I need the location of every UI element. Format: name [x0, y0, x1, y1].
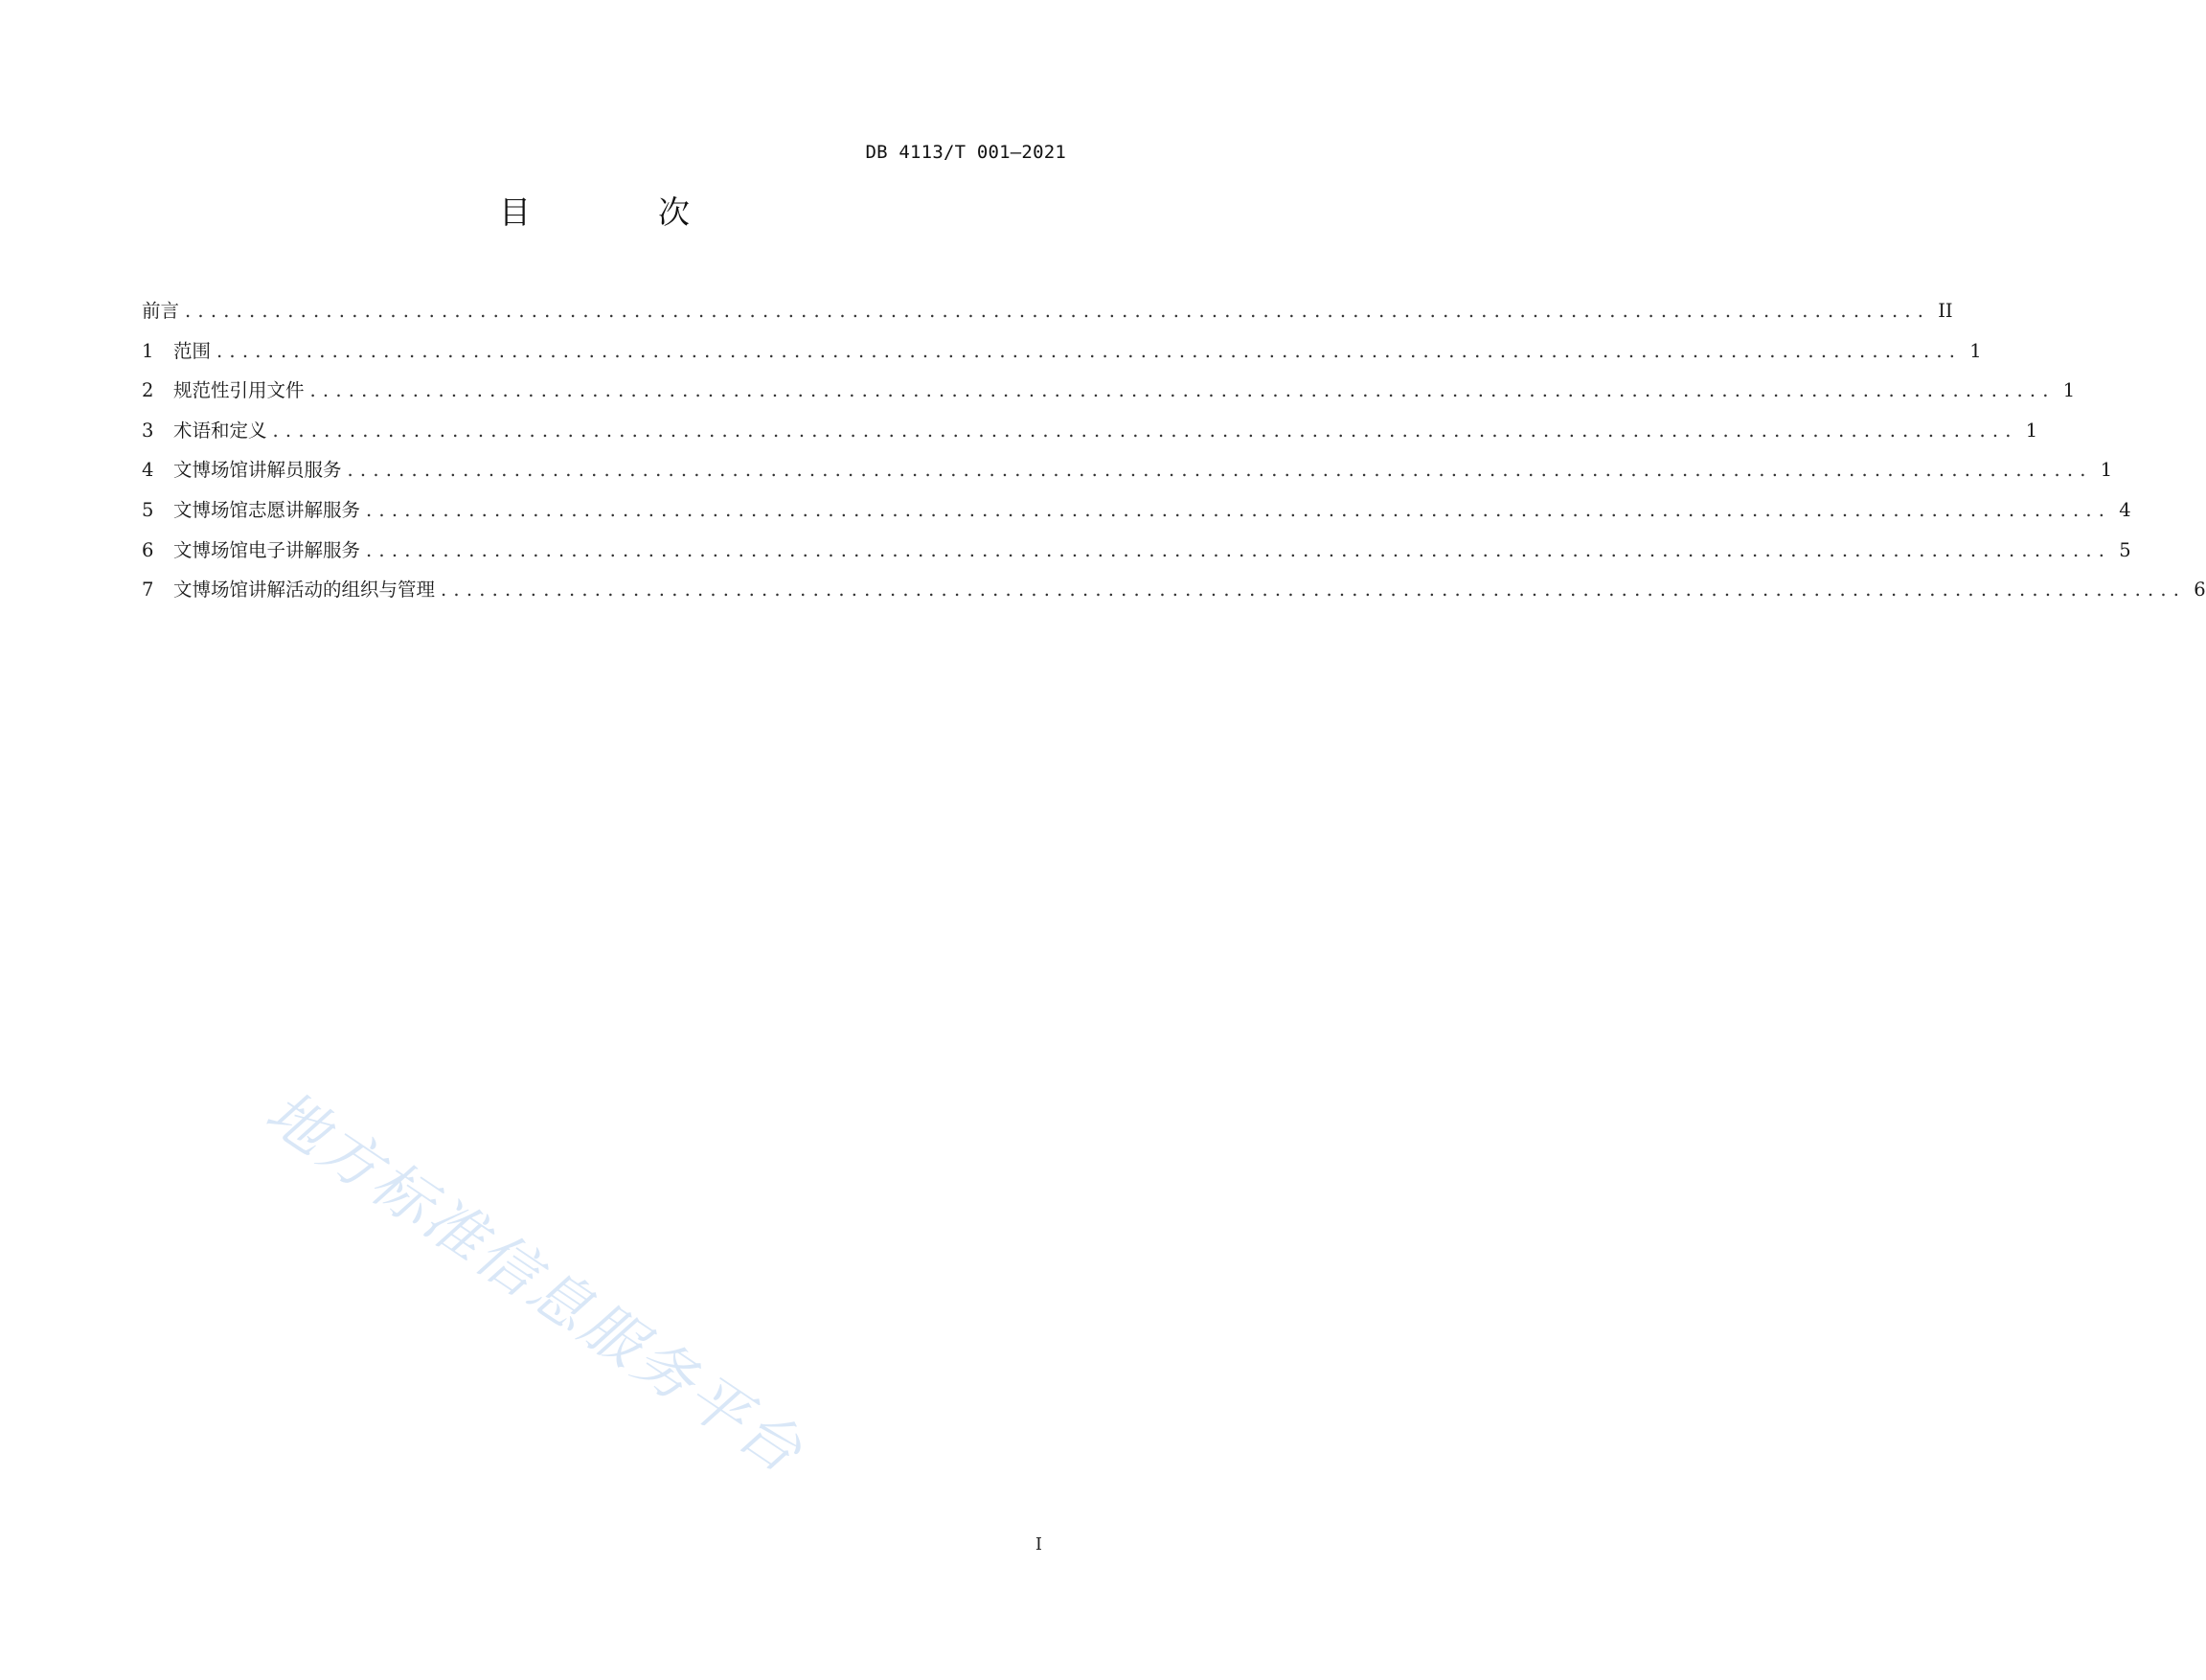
toc-entry-label: 范围: [173, 339, 212, 362]
toc-entry-label: 文博场馆志愿讲解服务: [173, 498, 361, 521]
toc-leader-dots: ........................................................................................................................................: [185, 300, 1931, 322]
toc-entry-page: 5: [2119, 538, 2131, 561]
toc-entry-5[interactable]: [142, 495, 2131, 535]
toc-entry-page: II: [1938, 300, 1953, 322]
toc-entry-number: 5: [142, 498, 154, 521]
toc-entry-3[interactable]: [142, 416, 2038, 456]
watermark: 地方标准信息服务平台: [253, 1076, 817, 1488]
document-code: DB 4113/T 001—2021: [865, 142, 1066, 163]
toc-entry-label: 规范性引用文件: [173, 379, 305, 402]
toc-entry-number: 1: [142, 339, 154, 362]
toc-leader-dots: ........................................................................................................................................: [216, 339, 1963, 362]
toc-entry-number: 3: [142, 419, 154, 442]
toc-entry-4[interactable]: [142, 455, 2113, 495]
toc-entry-page: 6: [2194, 579, 2206, 602]
toc-entry-label: 术语和定义: [173, 419, 267, 442]
toc-leader-dots: ........................................................................................................................................: [441, 579, 2187, 602]
toc-entry-number: 2: [142, 379, 154, 402]
toc-entry-page: 1: [2100, 459, 2113, 482]
toc-leader-dots: ........................................................................................................................................: [366, 498, 2112, 521]
toc-entry-page: 1: [2025, 419, 2038, 442]
toc-entry-number: 4: [142, 459, 154, 482]
toc-entry-6[interactable]: [142, 535, 2131, 576]
toc-entry-page: 1: [2062, 379, 2076, 402]
toc-entry-2[interactable]: [142, 375, 2076, 416]
toc-entry-7[interactable]: [142, 575, 2206, 615]
toc-leader-dots: ........................................................................................................................................: [309, 379, 2056, 402]
toc-leader-dots: ........................................................................................................................................: [366, 538, 2112, 561]
toc-entry-preface[interactable]: [142, 296, 1953, 336]
toc-leader-dots: ........................................................................................................................................: [347, 459, 2093, 482]
page-number: I: [1035, 1534, 1042, 1555]
toc-leader-dots: ........................................................................................................................................: [272, 419, 2018, 442]
toc-entry-label: 前言: [142, 300, 180, 322]
toc-entry-page: 1: [1969, 339, 1982, 362]
toc-entry-page: 4: [2119, 498, 2131, 521]
toc-entry-label: 文博场馆讲解活动的组织与管理: [173, 579, 436, 602]
page-title: 目 次: [499, 193, 738, 231]
toc-entry-1[interactable]: [142, 336, 1982, 376]
table-of-contents: [142, 296, 2206, 615]
toc-entry-number: 6: [142, 538, 154, 561]
toc-entry-number: 7: [142, 579, 154, 602]
toc-entry-label: 文博场馆讲解员服务: [173, 459, 342, 482]
toc-entry-label: 文博场馆电子讲解服务: [173, 538, 361, 561]
